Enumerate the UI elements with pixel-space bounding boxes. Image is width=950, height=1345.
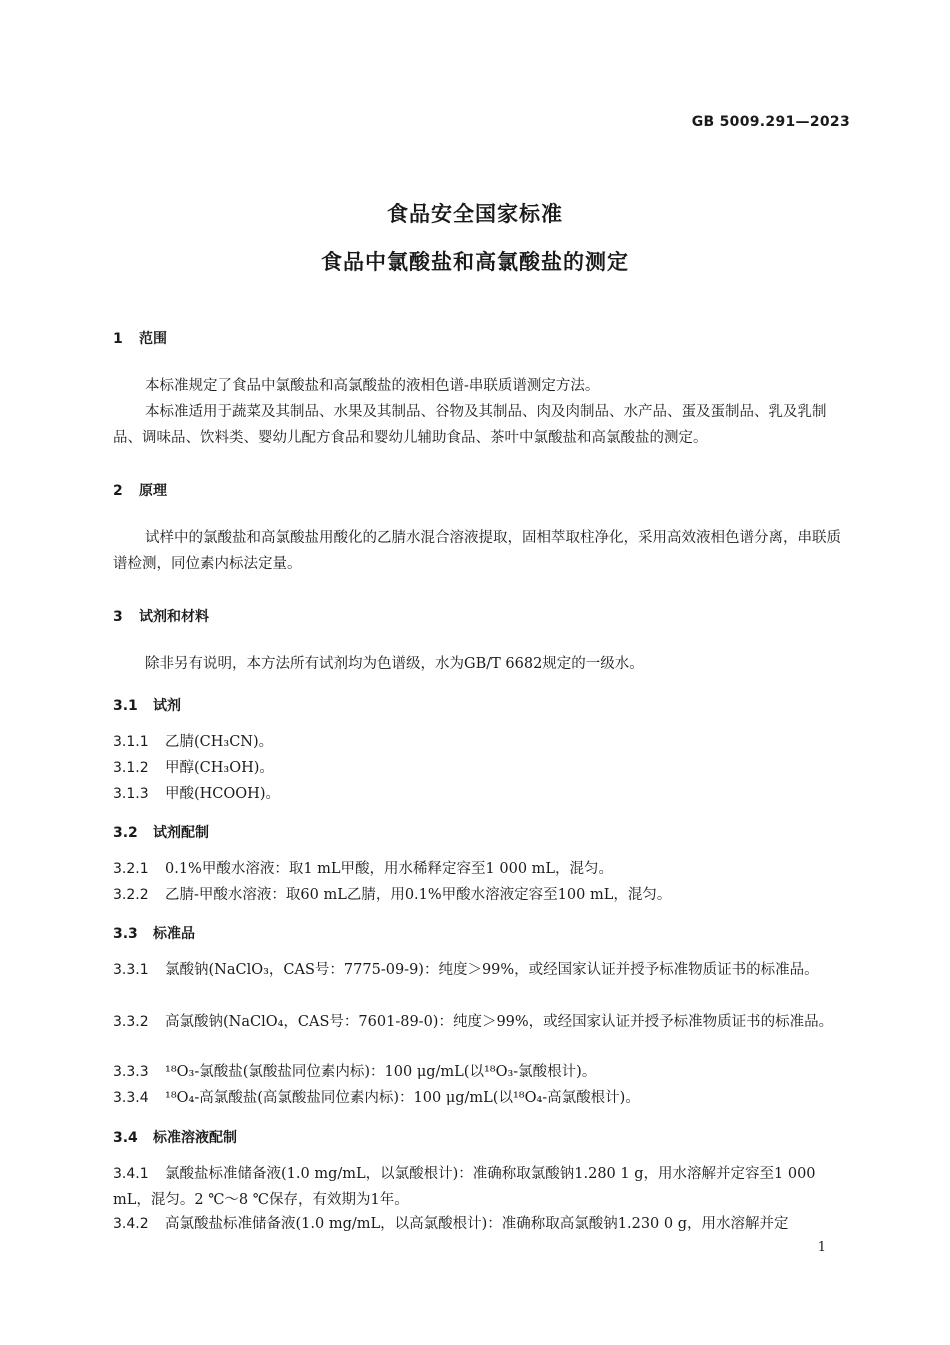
list-item <box>113 1211 850 1237</box>
item-number: 3.2.1 <box>113 861 149 877</box>
paragraph: 本标准适用于蔬菜及其制品、水果及其制品、谷物及其制品、肉及肉制品、水产品、蛋及蛋制品、乳及乳制品、调味品、饮料类、婴幼儿配方食品和婴幼儿辅助食品、茶叶中氯酸盐和高氯酸盐的测定。 <box>113 404 827 446</box>
subsection-number: 3.4 <box>113 1130 138 1146</box>
subsection-heading-3-1 <box>113 695 181 715</box>
subsection-title: 标准溶液配制 <box>153 1130 237 1146</box>
subsection-heading-3-3 <box>113 923 195 943</box>
item-text: 0.1%甲酸水溶液：取1 mL甲酸，用水稀释定容至1 000 mL，混匀。 <box>165 861 614 877</box>
list-item <box>113 856 850 882</box>
section-title: 原理 <box>139 483 167 499</box>
item-text: 甲醇(CH₃OH)。 <box>165 760 274 776</box>
page-number: 1 <box>817 1240 826 1255</box>
subsection-heading-3-4 <box>113 1127 237 1147</box>
item-number: 3.4.1 <box>113 1166 149 1182</box>
section-heading-3 <box>113 606 209 626</box>
list-item <box>113 957 850 983</box>
item-text: 乙腈-甲酸水溶液：取60 mL乙腈，用0.1%甲酸水溶液定容至100 mL，混匀。 <box>165 887 672 903</box>
section-heading-2 <box>113 480 167 500</box>
subsection-heading-3-2 <box>113 822 209 842</box>
item-number: 3.1.2 <box>113 760 149 776</box>
section-number: 3 <box>113 609 123 625</box>
item-number: 3.3.3 <box>113 1064 149 1080</box>
subsection-title: 试剂 <box>153 698 181 714</box>
item-number: 3.2.2 <box>113 887 149 903</box>
section-number: 1 <box>113 331 123 347</box>
item-text: 氯酸盐标准储备液(1.0 mg/mL，以氯酸根计)：准确称取氯酸钠1.280 1 g，用水溶解并定容至1 000 mL，混匀。2 ℃～8 ℃保存，有效期为1年。 <box>113 1166 816 1208</box>
paragraph: 试样中的氯酸盐和高氯酸盐用酸化的乙腈水混合溶液提取，固相萃取柱净化，采用高效液相色谱分离，串联质谱检测，同位素内标法定量。 <box>113 530 841 572</box>
list-item <box>113 1059 850 1085</box>
subsection-number: 3.2 <box>113 825 138 841</box>
subsection-number: 3.1 <box>113 698 138 714</box>
item-number: 3.1.1 <box>113 734 149 750</box>
item-text: 乙腈(CH₃CN)。 <box>165 734 274 750</box>
section-heading-1 <box>113 328 167 348</box>
document-title-line-1: 食品安全国家标准 <box>387 202 563 226</box>
subsection-title: 试剂配制 <box>153 825 209 841</box>
section-number: 2 <box>113 483 123 499</box>
item-text: ¹⁸O₄-高氯酸盐(高氯酸盐同位素内标)：100 μg/mL(以¹⁸O₄-高氯酸根计)。 <box>165 1090 640 1106</box>
list-item <box>113 1009 850 1035</box>
item-text: 高氯酸钠(NaClO₄，CAS号：7601-89-0)：纯度＞99%，或经国家认证并授予标准物质证书的标准品。 <box>165 1014 834 1030</box>
list-item <box>113 1085 850 1111</box>
list-item <box>113 755 850 781</box>
item-number: 3.3.2 <box>113 1014 149 1030</box>
list-item <box>113 729 850 755</box>
subsection-title: 标准品 <box>153 926 195 942</box>
item-text: 甲酸(HCOOH)。 <box>165 786 280 802</box>
item-text: 高氯酸盐标准储备液(1.0 mg/mL，以高氯酸根计)：准确称取高氯酸钠1.230 0 g，用水溶解并定 <box>165 1216 789 1232</box>
item-number: 3.3.4 <box>113 1090 149 1106</box>
list-item <box>113 781 850 807</box>
section-title: 试剂和材料 <box>139 609 209 625</box>
paragraph: 本标准规定了食品中氯酸盐和高氯酸盐的液相色谱-串联质谱测定方法。 <box>145 378 600 394</box>
item-number: 3.3.1 <box>113 962 149 978</box>
item-text: 氯酸钠(NaClO₃，CAS号：7775-09-9)：纯度＞99%，或经国家认证并授予标准物质证书的标准品。 <box>165 962 819 978</box>
item-text: ¹⁸O₃-氯酸盐(氯酸盐同位素内标)：100 μg/mL(以¹⁸O₃-氯酸根计)。 <box>165 1064 597 1080</box>
item-number: 3.1.3 <box>113 786 149 802</box>
item-number: 3.4.2 <box>113 1216 149 1232</box>
subsection-number: 3.3 <box>113 926 138 942</box>
list-item <box>113 882 850 908</box>
document-title-line-2: 食品中氯酸盐和高氯酸盐的测定 <box>321 250 629 274</box>
section-title: 范围 <box>139 331 167 347</box>
standard-code: GB 5009.291—2023 <box>691 114 850 130</box>
paragraph: 除非另有说明，本方法所有试剂均为色谱级，水为GB/T 6682规定的一级水。 <box>145 656 644 672</box>
list-item <box>113 1161 850 1213</box>
